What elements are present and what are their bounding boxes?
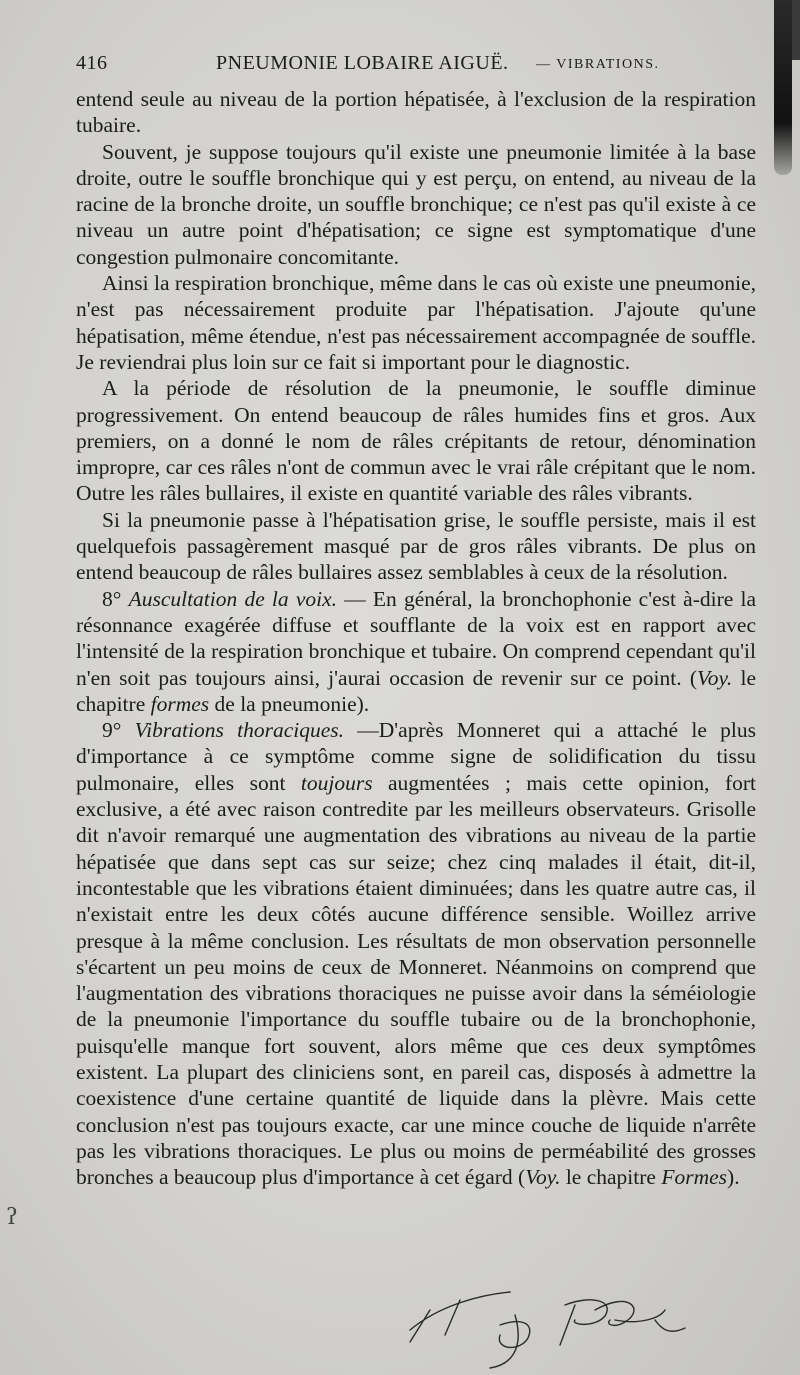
page-number: 416 <box>76 52 108 74</box>
section-9-paragraph <box>76 717 756 1190</box>
handwritten-signature <box>400 1280 700 1370</box>
section-heading: Vibrations thoraciques. <box>134 718 344 743</box>
section-8-paragraph <box>76 586 756 717</box>
section-heading: Auscultation de la voix. <box>128 586 338 611</box>
section-text: —D'après Monneret qui a attaché le plus d'importance à ce symptôme comme signe de solidification du tissu pulmonaire, elles sont <box>76 718 756 795</box>
running-section: — VIBRATIONS. <box>536 57 660 72</box>
margin-mark: ʔ <box>6 1205 18 1230</box>
section-text: augmentées ; mais cette opinion, fort exclusive, a été avec raison contredite par les meilleurs observateurs. Grisolle dit n'avoir remarqué une augmentation des vibrations au niveau de la partie hépatisée que dans sept cas sur seize; chez cinq malades il était, dit-il, incontestable que les vibrations étaient diminuées; dans les quatre autre cas, il n'existait entre les deux côtés aucune différence sensible. Woillez arrive presque à la même conclusion. Les résultats de mon observation personnelle s'écartent un peu moins de ceux de Monneret. Néanmoins on comprend que l'augmentation des vibrations thoraciques ne puisse avoir dans la séméiologie de la pneumonie l'importance du souffle tubaire ou de la bronchophonie, puisqu'elle manque fort souvent, alors même que ces deux symptômes existent. La plupart des cliniciens sont, en pareil cas, disposés à admettre la coexistence d'une certaine quantité de liquide dans la plèvre. Mais cette conclusion n'est pas toujours exacte, car une mince couche de liquide n'arrête pas les vibrations thoraciques. Le plus ou moins de perméabilité des grosses bronches a beaucoup plus d'importance à cet égard ( <box>76 770 756 1190</box>
body-text <box>76 86 756 1190</box>
ink-stain <box>774 0 792 175</box>
section-text: ). <box>727 1165 740 1190</box>
ink-stain-edge <box>792 0 800 60</box>
paragraph: Ainsi la respiration bronchique, même dans le cas où existe une pneumonie, n'est pas nécessairement produite par l'hépatisation. J'ajoute qu'une hépatisation, même étendue, n'est pas nécessairement accompagnée de souffle. Je reviendrai plus loin sur ce fait si important pour le diagnostic. <box>76 271 756 374</box>
voy-ref: Voy. <box>525 1165 561 1190</box>
paragraph: A la période de résolution de la pneumonie, le souffle diminue progressivement. On entend beaucoup de râles humides fins et gros. Aux premiers, on a donné le nom de râles crépitants de retour, dénomination impropre, car ces râles n'ont de commun avec le vrai râle crépitant que le nom. Outre les râles bullaires, il existe en quantité variable des râles vibrants. <box>76 376 756 506</box>
formes-ref: Formes <box>661 1165 728 1190</box>
voy-ref: Voy. <box>697 665 733 690</box>
section-text: le chapitre <box>560 1165 662 1190</box>
emphasis: toujours <box>300 770 373 795</box>
section-number: 8° <box>102 586 122 611</box>
section-text: — En général, la bronchophonie c'est à-dire la résonnance exagérée diffuse et soufflante de la voix est en rapport avec l'intensité de la respiration bronchique et tubaire. On comprend cependant qu'il n'en soit pas toujours ainsi, j'aurai occasion de revenir sur ce point. ( <box>76 586 757 690</box>
section-text: le chapitre <box>76 665 756 716</box>
paragraph: Si la pneumonie passe à l'hépatisation grise, le souffle persiste, mais il est quelquefois passagèrement masqué par de gros râles vibrants. De plus on entend beaucoup de râles bullaires assez semblables à ceux de la résolution. <box>76 507 756 585</box>
section-number: 9° <box>102 718 122 743</box>
paragraph: entend seule au niveau de la portion hépatisée, à l'exclusion de la respiration tubaire. <box>76 87 756 138</box>
paragraph: Souvent, je suppose toujours qu'il existe une pneumonie limitée à la base droite, outre le souffle bronchique qui y est perçu, on entend, au niveau de la racine de la bronche droite, un souffle bronchique; ce n'est pas qu'il existe à ce niveau un autre point d'hépatisation; ce signe est symptomatique d'une congestion pulmonaire concomitante. <box>76 139 756 269</box>
formes-ref: formes <box>150 691 210 716</box>
section-text: de la pneumonie). <box>209 691 370 716</box>
running-title: PNEUMONIE LOBAIRE AIGUË. <box>216 52 509 74</box>
